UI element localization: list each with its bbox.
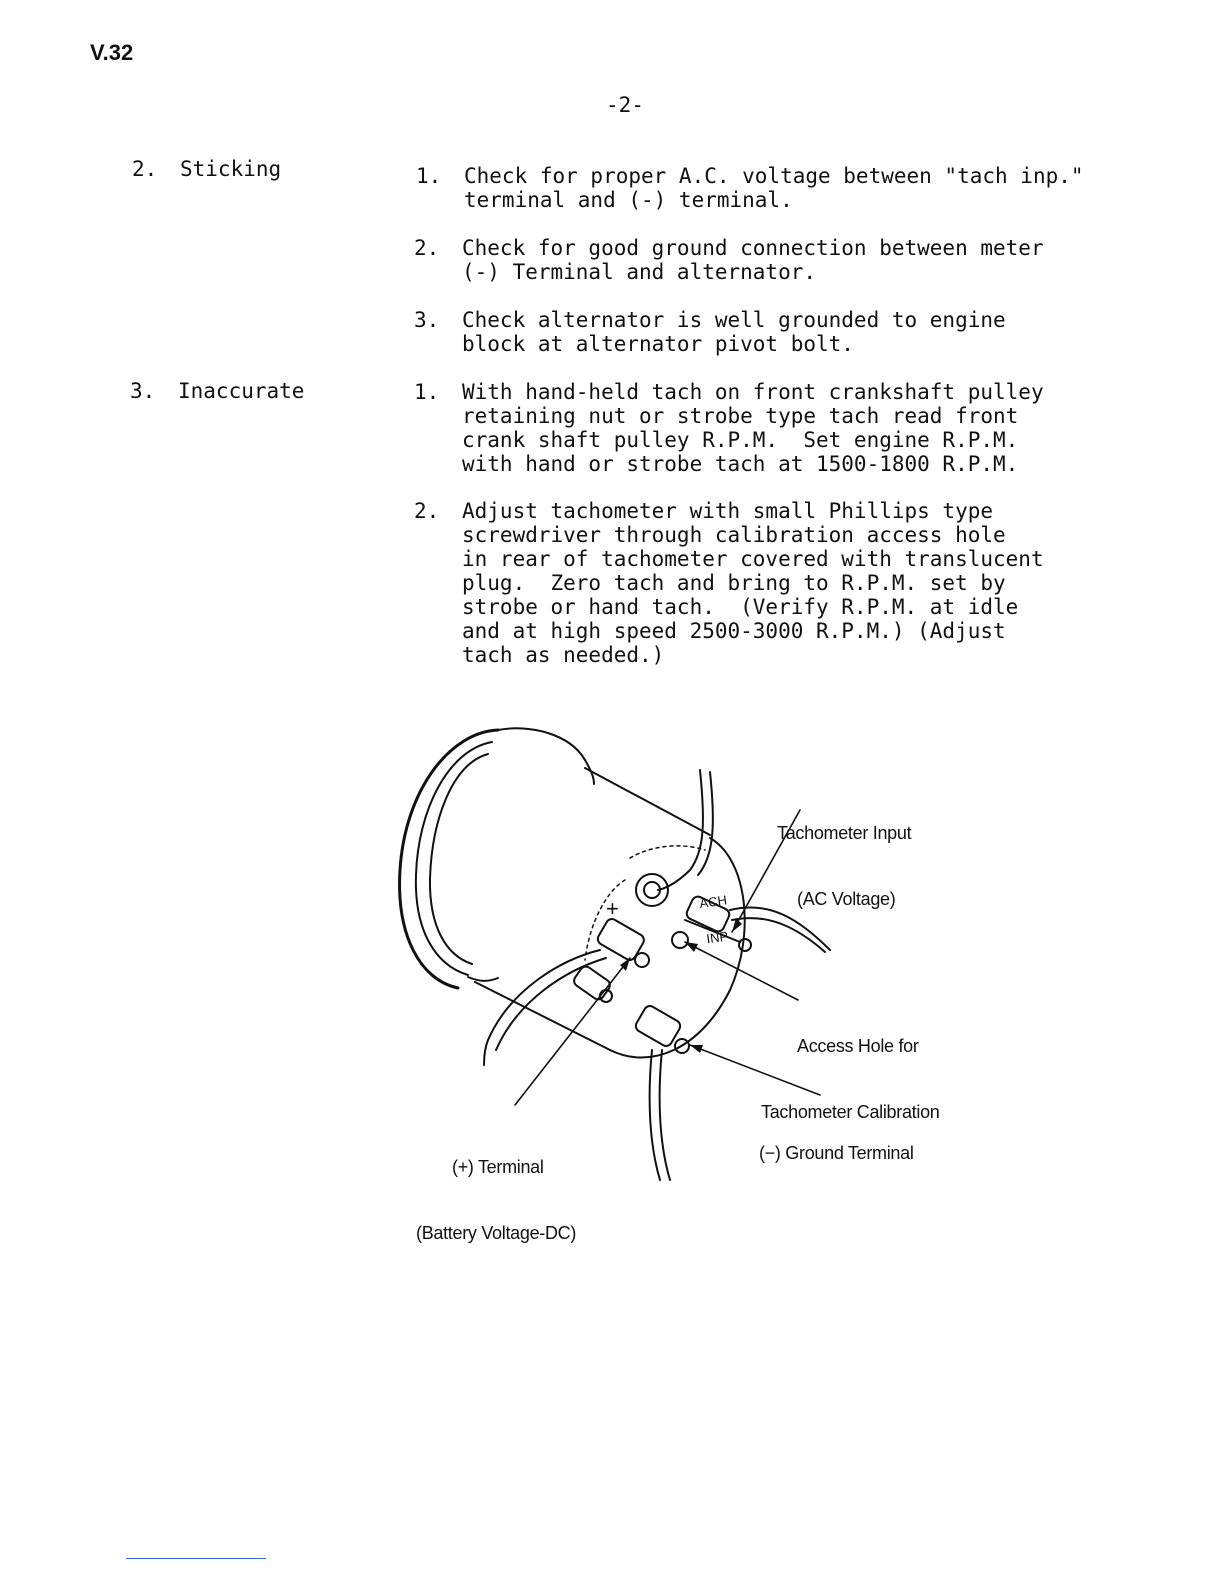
step-line: with hand or strobe tach at 1500-1800 R.P.M. (462, 452, 1019, 476)
step-line: strobe or hand tach. (Verify R.P.M. at idle (462, 595, 1019, 619)
callout-plus-terminal (416, 1112, 576, 1288)
step-line: in rear of tachometer covered with translucent (462, 547, 1044, 571)
step-line: tach as needed.) (462, 643, 665, 667)
plus-terminal (484, 917, 649, 1065)
step-text (462, 380, 1044, 476)
footer-rule (126, 1558, 266, 1559)
step-line: Check alternator is well grounded to engine (462, 308, 1006, 332)
step-text (462, 308, 1006, 356)
ground-terminal (634, 1004, 689, 1180)
gauge-bezel (400, 728, 594, 988)
step-line: retaining nut or strobe type tach read front (462, 404, 1019, 428)
issue-number: 3. (130, 379, 156, 403)
step-line: Check for good ground connection between meter (462, 236, 1044, 260)
step-line: crank shaft pulley R.P.M. Set engine R.P.M. (462, 428, 1019, 452)
tach-inp-marking-line: ACH (698, 892, 728, 912)
issue-number: 2. (132, 157, 158, 181)
step-line: With hand-held tach on front crankshaft pulley (462, 380, 1044, 404)
callout-tach-input (777, 778, 911, 954)
callout-line: (Battery Voltage-DC) (416, 1223, 577, 1243)
step-number: 2. (414, 499, 440, 523)
callout-line: (+) Terminal (452, 1157, 544, 1177)
issue-title: Inaccurate (178, 379, 305, 403)
version-label: V.32 (90, 40, 134, 65)
step-text (464, 164, 1084, 212)
step-line: screwdriver through calibration access hole (462, 523, 1006, 547)
step-number: 1. (414, 380, 440, 404)
step-line: and at high speed 2500-3000 R.P.M.) (Adjust (462, 619, 1006, 643)
step-line: Adjust tachometer with small Phillips type (462, 499, 994, 523)
leader-plus (515, 958, 630, 1105)
step-number: 3. (414, 308, 440, 332)
issue-title: Sticking (180, 157, 282, 181)
callout-line: (AC Voltage) (797, 889, 896, 909)
step-text (462, 499, 1044, 667)
callout-line: Tachometer Calibration (761, 1102, 940, 1122)
step-line: block at alternator pivot bolt. (462, 332, 854, 356)
step-line: (-) Terminal and alternator. (462, 260, 817, 284)
step-line: Check for proper A.C. voltage between "tach inp." (464, 164, 1084, 188)
plus-sign: + (606, 896, 619, 921)
callout-line: Tachometer Input (777, 823, 912, 843)
tachometer-diagram (380, 720, 1000, 1243)
step-number: 1. (416, 164, 442, 188)
page-number: -2- (606, 93, 644, 117)
tach-inp-marking-line: INP (705, 928, 730, 947)
step-text (462, 236, 1044, 284)
callout-line: Access Hole for (797, 1036, 919, 1056)
step-number: 2. (414, 236, 440, 260)
callout-line: (−) Ground Terminal (759, 1143, 914, 1163)
callout-ground-terminal (759, 1098, 914, 1208)
access-hole (672, 932, 688, 948)
step-line: plug. Zero tach and bring to R.P.M. set by (462, 571, 1006, 595)
step-line: terminal and (-) terminal. (464, 188, 793, 212)
